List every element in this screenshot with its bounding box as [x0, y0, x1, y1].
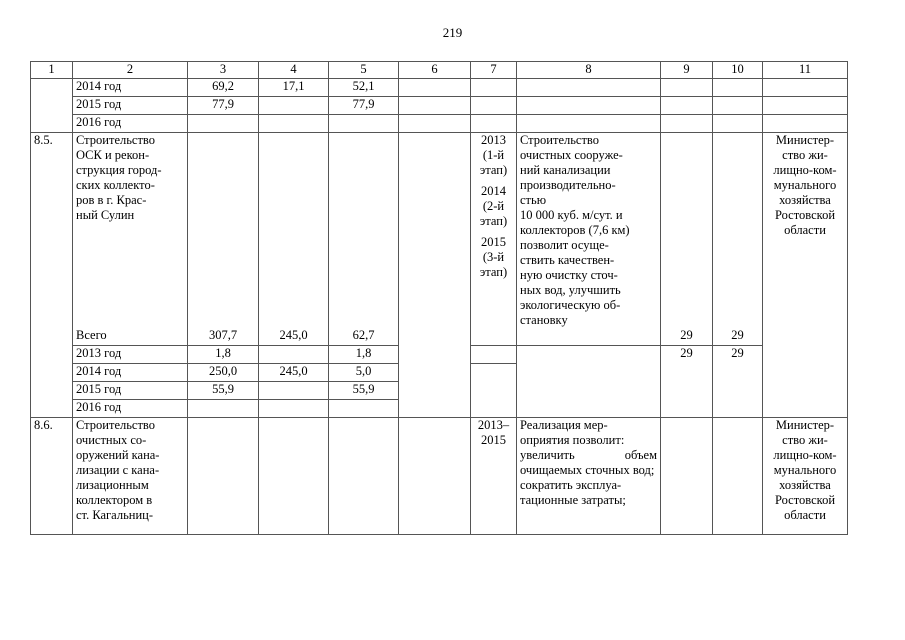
- empty-cell: [329, 418, 399, 535]
- empty-cell: [188, 115, 259, 133]
- empty-cell: [188, 418, 259, 535]
- column-number: 3: [188, 62, 259, 79]
- year-label: 2016 год: [73, 400, 188, 418]
- empty-cell: [661, 364, 713, 382]
- stage: 2014 (2-й этап): [479, 184, 508, 228]
- federal-value: [259, 97, 329, 115]
- year-label: 2015 год: [73, 97, 188, 115]
- column-number: 8: [517, 62, 661, 79]
- result-intro: Реализация мер- оприятия позволит:: [520, 418, 625, 447]
- total-value: 55,9: [188, 382, 259, 400]
- year-label: 2014 год: [73, 79, 188, 97]
- federal-value: [259, 382, 329, 400]
- empty-cell: [713, 400, 763, 418]
- stage: 2015 (3-й этап): [479, 235, 508, 279]
- year-label: Всего: [73, 328, 188, 346]
- table-row: [31, 115, 848, 133]
- indicator-value: 29: [661, 328, 713, 346]
- stages-cell: [471, 133, 517, 329]
- empty-cell: [259, 115, 329, 133]
- empty-cell: [517, 346, 661, 364]
- empty-cell: [471, 97, 517, 115]
- empty-cell: [188, 400, 259, 418]
- column-number: 6: [399, 62, 471, 79]
- federal-value: 17,1: [259, 79, 329, 97]
- year-label: 2014 год: [73, 364, 188, 382]
- total-value: 1,8: [188, 346, 259, 364]
- empty-cell: [399, 418, 471, 535]
- program-table: [30, 61, 848, 535]
- empty-cell: [517, 97, 661, 115]
- expected-result: Строительство очистных сооруже- ний канализации производительно- стью 10 000 куб. м/сут. и коллекторов (7,6 км) позволит осуще- ствить качествен- ную очистку сточ- ных вод, улучшить экологическую об- становку: [517, 133, 661, 329]
- item-title: Строительство очистных со- оружений кана- лизации с кана- лизационным коллектором в ст. Кагальниц-: [73, 418, 188, 535]
- federal-value: 245,0: [259, 364, 329, 382]
- empty-cell: [329, 133, 399, 329]
- empty-cell: [713, 382, 763, 400]
- regional-value: 5,0: [329, 364, 399, 382]
- empty-cell: [661, 79, 713, 97]
- column-number-row: [31, 62, 848, 79]
- empty-cell: [713, 79, 763, 97]
- item-title: Строительство ОСК и рекон- струкция город- ских коллекто- ров в г. Крас- ный Сулин: [73, 133, 188, 329]
- column-number: 4: [259, 62, 329, 79]
- empty-cell: [763, 79, 848, 97]
- empty-cell: [713, 133, 763, 329]
- column-number: 1: [31, 62, 73, 79]
- regional-value: 55,9: [329, 382, 399, 400]
- empty-cell: [713, 364, 763, 382]
- table-row: [31, 133, 848, 329]
- empty-cell: [517, 400, 661, 418]
- result-item: увеличить объем очищаемых сточных вод;: [520, 448, 657, 477]
- page-number: 219: [442, 25, 463, 40]
- empty-cell: [471, 79, 517, 97]
- empty-cell: [471, 382, 517, 400]
- empty-cell: [471, 346, 517, 364]
- empty-cell: [471, 328, 517, 346]
- table-row: [31, 79, 848, 97]
- total-value: 77,9: [188, 97, 259, 115]
- result-item: сократить эксплуа- тационные затраты;: [520, 478, 626, 507]
- empty-cell: [517, 79, 661, 97]
- regional-value: 62,7: [329, 328, 399, 346]
- empty-cell: [259, 400, 329, 418]
- empty-cell: [259, 133, 329, 329]
- empty-cell: [661, 382, 713, 400]
- empty-cell: [517, 382, 661, 400]
- empty-cell: [713, 115, 763, 133]
- empty-cell: [329, 115, 399, 133]
- empty-cell: [399, 79, 471, 97]
- column-number: 9: [661, 62, 713, 79]
- indicator-value: 29: [661, 346, 713, 364]
- empty-cell: [713, 418, 763, 535]
- expected-result: [517, 418, 661, 535]
- indicator-value: 29: [713, 328, 763, 346]
- column-number: 7: [471, 62, 517, 79]
- empty-cell: [399, 97, 471, 115]
- total-value: 69,2: [188, 79, 259, 97]
- regional-value: 77,9: [329, 97, 399, 115]
- empty-cell: [188, 133, 259, 329]
- column-number: 11: [763, 62, 848, 79]
- empty-cell: [713, 97, 763, 115]
- regional-value: 52,1: [329, 79, 399, 97]
- empty-cell: [517, 115, 661, 133]
- table-row: [31, 97, 848, 115]
- column-number: 5: [329, 62, 399, 79]
- empty-cell: [661, 418, 713, 535]
- empty-cell: [661, 97, 713, 115]
- empty-cell: [259, 418, 329, 535]
- executor: Министер- ство жи- лищно-ком- мунального хозяйства Ростовской области: [763, 418, 848, 535]
- empty-cell: [329, 400, 399, 418]
- executor: Министер- ство жи- лищно-ком- мунального хозяйства Ростовской области: [763, 133, 848, 418]
- empty-cell: [763, 115, 848, 133]
- table-row: [31, 418, 848, 535]
- empty-cell: [517, 328, 661, 346]
- stage: 2013 (1-й этап): [479, 133, 508, 177]
- empty-cell: [661, 133, 713, 329]
- total-value: 307,7: [188, 328, 259, 346]
- regional-value: 1,8: [329, 346, 399, 364]
- federal-value: [259, 346, 329, 364]
- period: 2013– 2015: [471, 418, 517, 535]
- empty-cell: [399, 115, 471, 133]
- total-value: 250,0: [188, 364, 259, 382]
- item-number: 8.6.: [31, 418, 73, 535]
- year-label: 2013 год: [73, 346, 188, 364]
- column-number: 2: [73, 62, 188, 79]
- empty-cell: [399, 133, 471, 418]
- empty-cell: [661, 115, 713, 133]
- empty-cell: [763, 97, 848, 115]
- empty-cell: [471, 364, 517, 382]
- empty-cell: [471, 400, 517, 418]
- empty-cell: [471, 115, 517, 133]
- year-label: 2016 год: [73, 115, 188, 133]
- column-number: 10: [713, 62, 763, 79]
- item-number: 8.5.: [31, 133, 73, 418]
- indicator-value: 29: [713, 346, 763, 364]
- federal-value: 245,0: [259, 328, 329, 346]
- empty-cell: [517, 364, 661, 382]
- year-label: 2015 год: [73, 382, 188, 400]
- empty-cell: [661, 400, 713, 418]
- continued-number-cell: [31, 79, 73, 133]
